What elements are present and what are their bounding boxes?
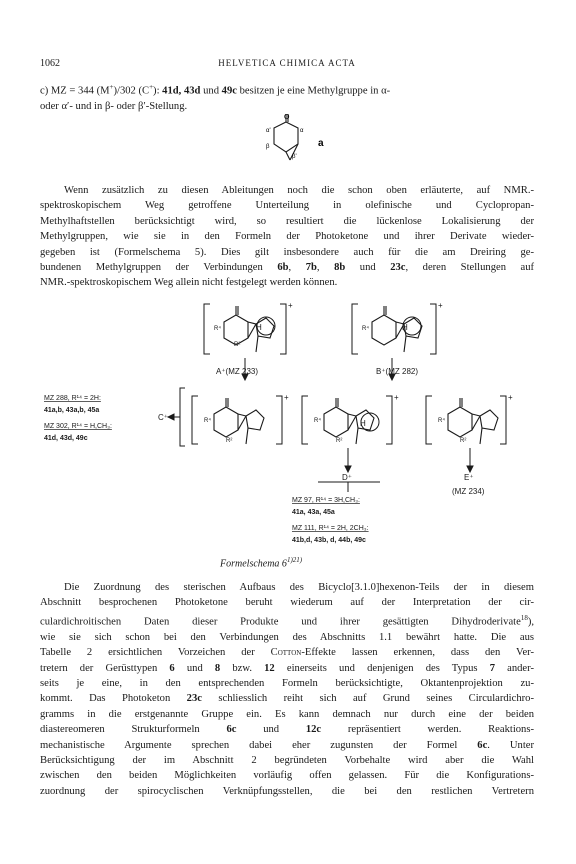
h-label-a: H xyxy=(256,323,262,332)
ion-e-mz: (MZ 234) xyxy=(452,487,485,496)
para3-line-2: Abschnitt besprochenen Photoketone beruht wiederum auf der Interpretation der cir- xyxy=(40,597,534,609)
atom-beta2: β' xyxy=(292,154,297,160)
r4-a: R⁴ xyxy=(214,326,221,332)
plus-c: + xyxy=(284,393,289,402)
para2-line-2: spektroskopischem Weg getroffene Unterteilung in olefinische und Cyclopropan- xyxy=(40,200,534,212)
para2-line-6: bundenen Methylgruppen der Verbindungen 6b, 7b, 8b und 23c, deren Stellungen auf xyxy=(40,262,535,274)
bracket-d-right xyxy=(386,396,392,444)
para3-line-1: Die Zuordnung des sterischen Aufbaus des Bicyclo[3.1.0]hexenon-Teils der in diesem xyxy=(64,582,534,593)
structure-a xyxy=(240,112,340,174)
bracket-a-right xyxy=(280,304,286,354)
molecule-d xyxy=(324,398,374,444)
r2-c: R² xyxy=(226,438,233,444)
h-label-b: H xyxy=(402,323,408,332)
atom-beta: β xyxy=(266,144,270,150)
para3-line-14: zuordnung der spirocyclischen Verknüpfungsstellen, die bei den restlichen Vertretern xyxy=(40,785,534,797)
ion-c-label: C⁺ xyxy=(158,413,168,422)
para3-line-9: gramms in die erstgenannte Gruppe ein. Es kann demnach nur durch eine der beiden xyxy=(40,708,534,720)
bracket-c-outer xyxy=(180,388,185,446)
para3-line-8: kommt. Das Photoketon 23c schliesslich reiht sich auf Grund seines Circulardichro- xyxy=(40,693,534,705)
note-bottom-2: 41a, 43a, 45a xyxy=(292,509,335,516)
plus-b: + xyxy=(438,301,443,310)
ring-a xyxy=(274,122,298,152)
r4-c: R⁴ xyxy=(204,418,211,424)
molecule-a xyxy=(224,306,274,352)
r2-e: R² xyxy=(460,438,467,444)
paragraph-2 xyxy=(40,183,534,291)
note-left-4: 41d, 43d, 49c xyxy=(44,435,88,442)
note-bottom-1: MZ 97, R¹⁴ = 3H,CH₃: xyxy=(292,497,360,504)
note-bottom-4: 41b,d, 43b, d, 44b, 49c xyxy=(292,537,366,544)
molecule-b xyxy=(372,306,422,352)
r4-b: R⁴ xyxy=(362,326,369,332)
atom-alpha2: α xyxy=(300,128,304,134)
para3-line-11: mechanistische Argumente sprechen dabei eher zugunsten der Formel 6c. Unter xyxy=(40,739,535,751)
para-c-line-1: c) MZ = 344 (M+)/302 (C+): 41d, 43d und 49c besitzen je eine Methylgruppe in α- xyxy=(40,83,391,97)
ion-d-label: D⁺ xyxy=(342,473,352,482)
r2-a: R² xyxy=(234,342,241,348)
para3-line-6: tretern der Gerüsttypen 6 und 8 bzw. 12 einerseits und denjenigen des Typus 7 ander- xyxy=(40,662,534,674)
ion-e-label: E⁺ xyxy=(464,473,474,482)
bracket-c-right xyxy=(276,396,282,444)
paragraph-3 xyxy=(40,580,534,799)
ion-b-label: B⁺(MZ 282) xyxy=(376,367,419,376)
note-left-2: 41a,b, 43a,b, 45a xyxy=(44,407,100,414)
paragraph-c xyxy=(40,80,534,114)
bracket-b-right xyxy=(430,304,436,354)
bracket-e-left xyxy=(426,396,432,444)
para3-line-3: culardichroitischen Daten dieser Produkte und ihrer gesättigten Dihydroderivate$^{18}$), xyxy=(40,613,534,628)
bracket-d-left xyxy=(302,396,308,444)
formula-scheme xyxy=(40,296,540,552)
atom-alpha: α' xyxy=(266,128,271,134)
h-label-d: H xyxy=(360,419,366,428)
bracket-c-left xyxy=(192,396,198,444)
molecule-e xyxy=(448,398,498,444)
structure-a-label: a xyxy=(318,138,324,149)
page-number: 1062 xyxy=(40,58,60,69)
para2-line-5: gegeben ist (Formelschema 5). Dies gilt insbesondere auch für die am Dreiring ge- xyxy=(40,246,534,258)
plus-e: + xyxy=(508,393,513,402)
running-header xyxy=(40,58,534,72)
r2-d: R² xyxy=(336,438,343,444)
plus-d: + xyxy=(394,393,399,402)
bracket-e-right xyxy=(500,396,506,444)
para3-line-10: diastereomeren Strukturformeln 6c und 12c repräsentiert werden. Reaktions- xyxy=(40,724,535,736)
para3-line-12: Berücksichtigung der im Abschnitt 2 begründeten Vorbehalte wird aber die Wahl xyxy=(40,755,534,766)
note-left-3: MZ 302, R¹⁴ = H,CH₃: xyxy=(44,423,112,430)
note-bottom-3: MZ 111, R¹⁴ = 2H, 2CH₃: xyxy=(292,525,369,532)
para2-line-7: NMR.-spektroskopischem Weg allein nicht festgelegt werden können. xyxy=(40,277,338,289)
journal-title: HELVETICA CHIMICA ACTA xyxy=(218,58,356,68)
ion-a-label: A⁺(MZ 233) xyxy=(216,367,259,376)
para2-line-4: Methylgruppen, wie sie in den Formeln der Photoketone und ihrer Derivate wieder- xyxy=(40,231,534,243)
para3-line-5: Tabelle 2 ersichtlichen Vorzeichen der Cotton-Effekte lassen erkennen, dass den Ver- xyxy=(40,647,534,659)
bracket-b-left xyxy=(352,304,358,354)
para2-line-1: Wenn zusätzlich zu diesen Ableitungen noch die schon oben erläuterte, auf NMR.- xyxy=(64,185,534,196)
r4-d: R⁴ xyxy=(314,418,321,424)
para-c-line-2: oder α′- und in β- oder β′-Stellung. xyxy=(40,100,188,112)
molecule-c xyxy=(214,398,264,444)
para3-line-4: wie sie sich schon bei den Verbindungen des Abschnitts 1.1 bewährt hatte. Die aus xyxy=(40,631,534,643)
note-left-1: MZ 288, R¹⁴ = 2H: xyxy=(44,395,101,402)
scheme-caption: Formelschema $6^{1)21)}$ xyxy=(220,556,303,570)
atom-o: O xyxy=(284,114,290,121)
para3-line-7: seits je eine, in den entsprechenden Formeln berücksichtigte, Oktantenprojektion zu- xyxy=(40,677,534,689)
r4-e: R⁴ xyxy=(438,418,445,424)
para3-line-13: zwischen den beiden Möglichkeiten vorläufig offen gelassen. Für die Konfigurations- xyxy=(40,770,534,782)
bracket-a-left xyxy=(204,304,210,354)
para2-line-3: Methylhaftstellen berücksichtigt wird, so resultiert die lückenlose Lokalisierung der xyxy=(40,215,534,227)
plus-a: + xyxy=(288,301,293,310)
